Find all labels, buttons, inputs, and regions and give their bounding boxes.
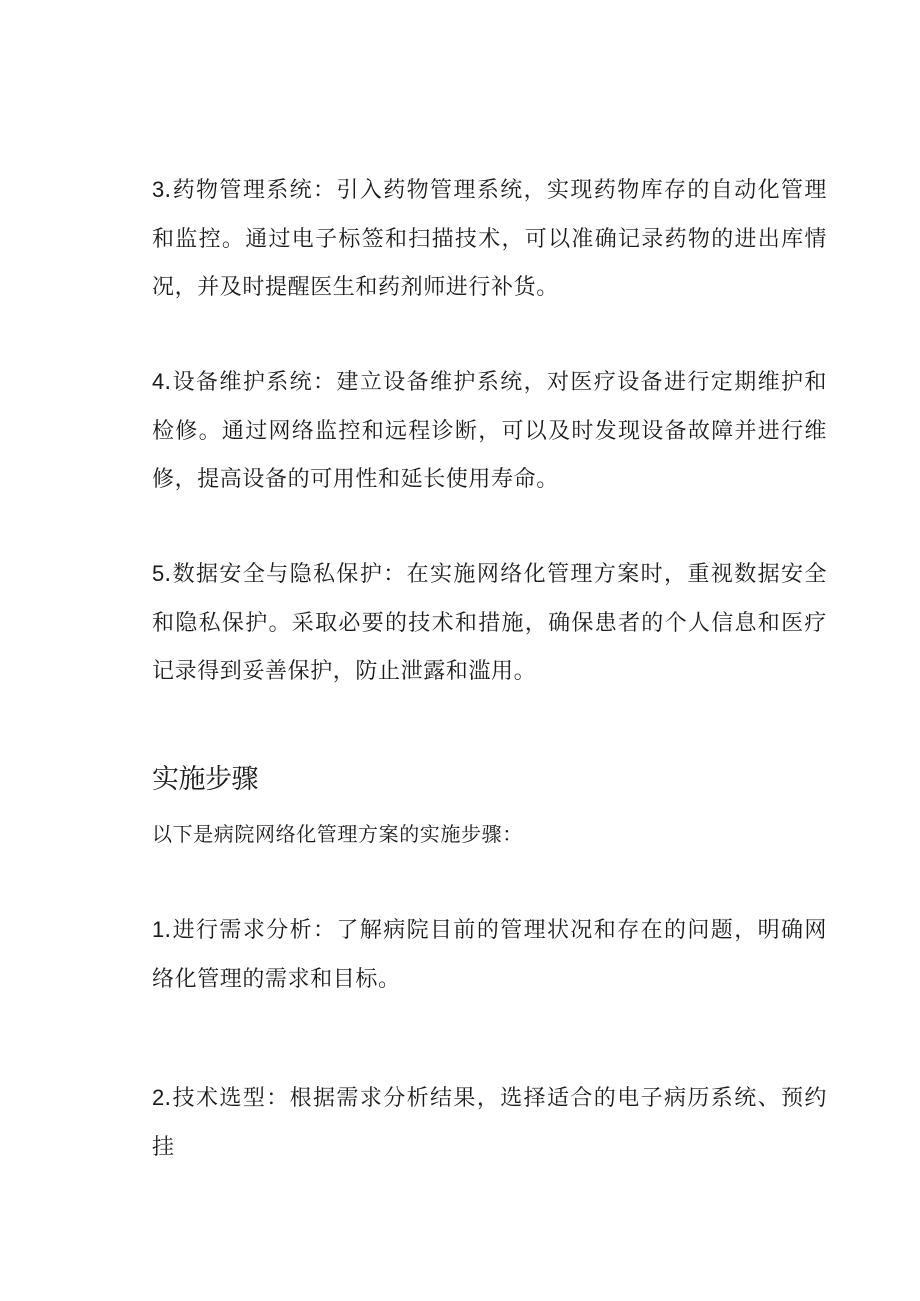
paragraph-item-5 — [152, 550, 827, 697]
step-item-1 — [152, 906, 827, 1004]
paragraph-item-4 — [152, 358, 827, 505]
paragraph-item-3 — [152, 166, 827, 313]
item-text: .设备维护系统：建立设备维护系统，对医疗设备进行定期维护和检修。通过网络监控和远程诊断，可以及时发现设备故障并进行维修，提高设备的可用性和延长使用寿命。 — [152, 370, 827, 492]
item-text: .数据安全与隐私保护：在实施网络化管理方案时，重视数据安全和隐私保护。采取必要的技术和措施，确保患者的个人信息和医疗记录得到妥善保护，防止泄露和滥用。 — [152, 562, 827, 684]
step-text: .进行需求分析：了解病院目前的管理状况和存在的问题，明确网络化管理的需求和目标。 — [152, 918, 827, 992]
item-number: 5 — [152, 561, 165, 586]
item-text: .药物管理系统：引入药物管理系统，实现药物库存的自动化管理和监控。通过电子标签和扫描技术，可以准确记录药物的进出库情况，并及时提醒医生和药剂师进行补货。 — [152, 178, 827, 300]
step-number: 1 — [152, 917, 165, 942]
section-heading: 实施步骤 — [152, 764, 258, 795]
item-number: 4 — [152, 369, 165, 394]
step-number: 2 — [152, 1085, 165, 1110]
section-intro: 以下是病院网络化管理方案的实施步骤： — [152, 822, 523, 846]
step-text: .技术选型：根据需求分析结果，选择适合的电子病历系统、预约挂 — [152, 1086, 827, 1160]
item-number: 3 — [152, 177, 165, 202]
step-item-2 — [152, 1074, 827, 1172]
